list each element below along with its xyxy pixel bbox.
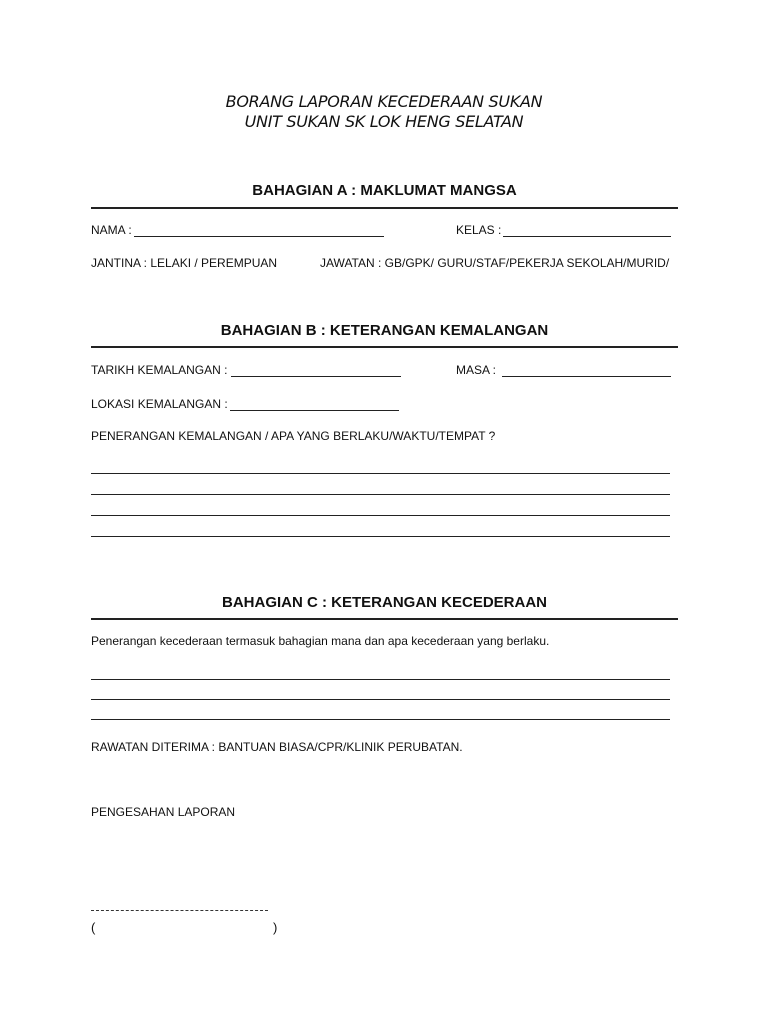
section-c-heading: BAHAGIAN C : KETERANGAN KECEDERAAN xyxy=(221,594,547,611)
kelas-label: KELAS : xyxy=(456,223,502,237)
section-a-heading: BAHAGIAN A : MAKLUMAT MANGSA xyxy=(252,182,517,199)
pengesahan-label: PENGESAHAN LAPORAN xyxy=(91,805,236,819)
kelas-field[interactable] xyxy=(503,236,671,237)
form-subtitle: UNIT SUKAN SK LOK HENG SELATAN xyxy=(244,112,524,131)
penerangan-kemalangan-line-2[interactable] xyxy=(91,494,670,495)
nama-field[interactable] xyxy=(134,236,384,237)
tarikh-label: TARIKH KEMALANGAN : xyxy=(91,363,228,377)
rawatan-text: RAWATAN DITERIMA : BANTUAN BIASA/CPR/KLINIK PERUBATAN. xyxy=(91,740,463,754)
tarikh-field[interactable] xyxy=(231,376,401,377)
penerangan-kemalangan-label: PENERANGAN KEMALANGAN / APA YANG BERLAKU/WAKTU/TEMPAT ? xyxy=(91,429,496,443)
penerangan-kecederaan-line-1[interactable] xyxy=(91,679,670,680)
section-b-heading: BAHAGIAN B : KETERANGAN KEMALANGAN xyxy=(220,322,549,339)
penerangan-kemalangan-line-4[interactable] xyxy=(91,536,670,537)
jantina-options: JANTINA : LELAKI / PEREMPUAN xyxy=(91,256,278,270)
section-a-rule xyxy=(91,207,678,209)
penerangan-kecederaan-line-2[interactable] xyxy=(91,699,670,700)
masa-field[interactable] xyxy=(502,376,671,377)
penerangan-kemalangan-line-3[interactable] xyxy=(91,515,670,516)
name-open-paren: ( xyxy=(91,920,96,935)
signature-line[interactable] xyxy=(91,910,268,911)
lokasi-label: LOKASI KEMALANGAN : xyxy=(91,397,228,411)
penerangan-kemalangan-line-1[interactable] xyxy=(91,473,670,474)
section-b-rule xyxy=(91,346,678,348)
jawatan-options: JAWATAN : GB/GPK/ GURU/STAF/PEKERJA SEKOLAH/MURID/ xyxy=(320,256,670,270)
section-c-rule xyxy=(91,618,678,620)
nama-label: NAMA : xyxy=(91,223,132,237)
penerangan-kecederaan-line-3[interactable] xyxy=(91,719,670,720)
name-close-paren: ) xyxy=(273,920,278,935)
masa-label: MASA : xyxy=(456,363,497,377)
penerangan-kecederaan-text: Penerangan kecederaan termasuk bahagian mana dan apa kecederaan yang berlaku. xyxy=(91,634,550,648)
lokasi-field[interactable] xyxy=(230,410,399,411)
form-title: BORANG LAPORAN KECEDERAAN SUKAN xyxy=(225,92,543,111)
